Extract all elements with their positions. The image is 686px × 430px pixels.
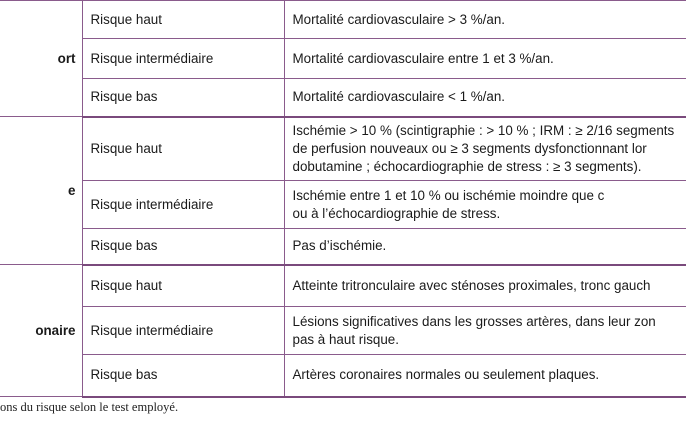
risk-level: Risque haut — [82, 1, 284, 39]
risk-description: Atteinte tritronculaire avec sténoses proximales, tronc gauch — [284, 265, 686, 307]
risk-description: Mortalité cardiovasculaire > 3 %/an. — [284, 1, 686, 39]
category-label: e — [0, 117, 82, 265]
table-row — [0, 39, 686, 79]
risk-level: Risque intermédiaire — [82, 307, 284, 355]
risk-description: Artères coronaires normales ou seulement plaques. — [284, 355, 686, 397]
risk-level: Risque bas — [82, 79, 284, 117]
risk-description: Mortalité cardiovasculaire < 1 %/an. — [284, 79, 686, 117]
table-row — [0, 307, 686, 355]
table-row — [0, 229, 686, 265]
risk-description: Pas d’ischémie. — [284, 229, 686, 265]
risk-description: Ischémie entre 1 et 10 % ou ischémie moindre que c ou à l’échocardiographie de stress. — [284, 181, 686, 229]
risk-description: Mortalité cardiovasculaire entre 1 et 3 %/an. — [284, 39, 686, 79]
risk-description: Ischémie > 10 % (scintigraphie : > 10 % ; IRM : ≥ 2/16 segments de perfusion nouveaux ou ≥ 3 segments dysfonctionnant lor dobutamine ; échocardiographie de stress : ≥ 3 segments). — [284, 117, 686, 181]
category-label: ort — [0, 1, 82, 117]
table-row — [0, 117, 686, 181]
risk-level: Risque haut — [82, 117, 284, 181]
table-row — [0, 355, 686, 397]
risk-level: Risque haut — [82, 265, 284, 307]
risk-level: Risque intermédiaire — [82, 181, 284, 229]
risk-description: Lésions significatives dans les grosses artères, dans leur zon pas à haut risque. — [284, 307, 686, 355]
table-row — [0, 1, 686, 39]
table-row — [0, 181, 686, 229]
risk-level: Risque intermédiaire — [82, 39, 284, 79]
table-row — [0, 79, 686, 117]
table-row — [0, 265, 686, 307]
risk-level: Risque bas — [82, 355, 284, 397]
risk-level: Risque bas — [82, 229, 284, 265]
table-caption: ons du risque selon le test employé. — [0, 400, 179, 414]
category-label: onaire — [0, 265, 82, 397]
